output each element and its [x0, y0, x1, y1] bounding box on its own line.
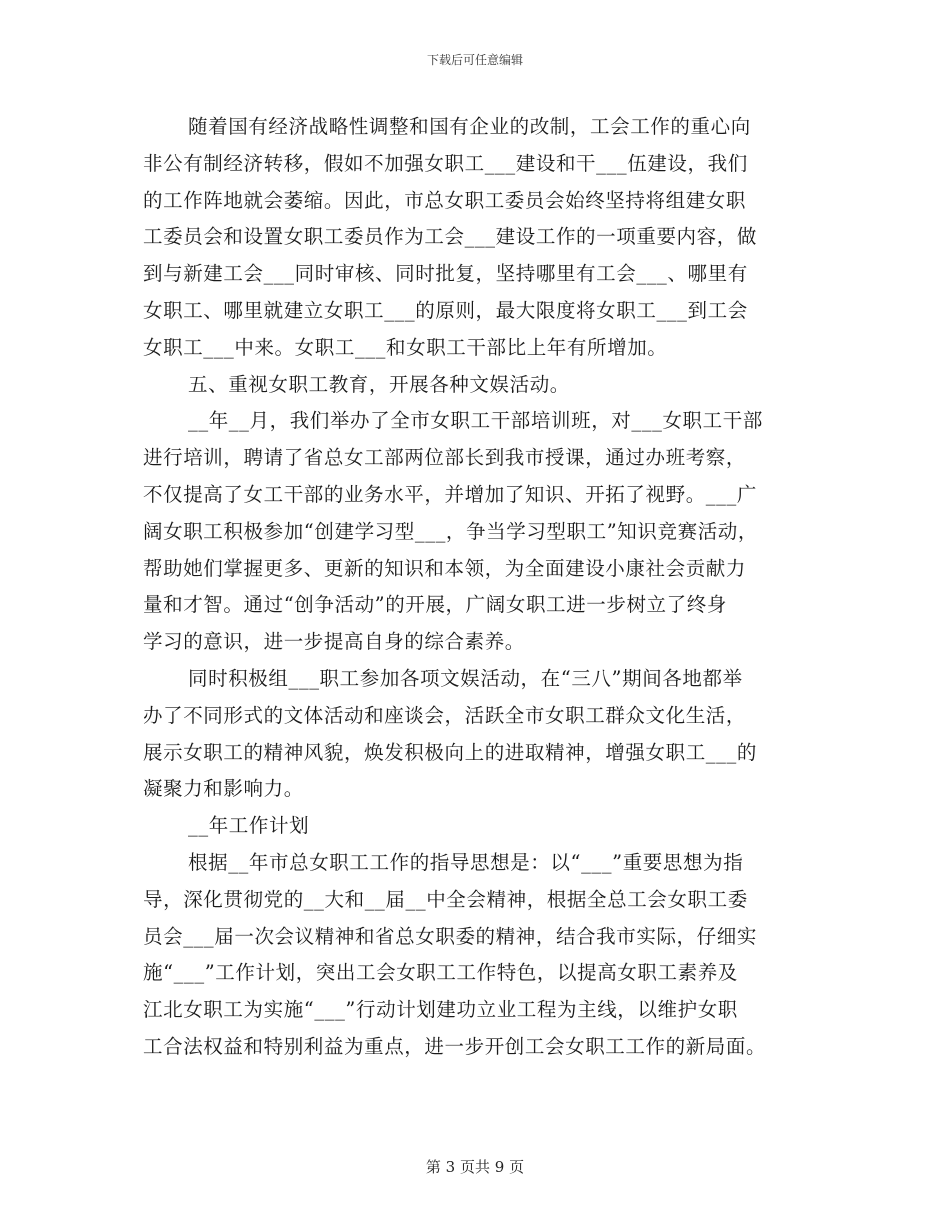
text-line: 工合法权益和特别利益为重点，进一步开创工会女职工工作的新局面。: [143, 1034, 767, 1058]
page-header: 下载后可任意编辑: [426, 53, 523, 67]
text-line: 的工作阵地就会萎缩。因此，市总女职工委员会始终坚持将组建女职: [143, 188, 747, 212]
text-line: 不仅提高了女工干部的业务水平，并增加了知识、开拓了视野。___广: [143, 482, 757, 506]
section-heading: __年工作计划: [188, 814, 310, 838]
text-line: 量和才智。通过“创争活动”的开展，广阔女职工进一步树立了终身: [143, 593, 727, 617]
text-line: 根据__年市总女职工工作的指导思想是：以“___”重要思想为指: [188, 850, 744, 874]
document-body: [143, 109, 823, 1066]
text-line: 随着国有经济战略性调整和国有企业的改制，工会工作的重心向: [188, 115, 751, 138]
text-line: 非公有制经济转移，假如不加强女职工___建设和干___伍建设，我们: [143, 151, 748, 175]
page-footer: 第 3 页共 9 页: [425, 1158, 525, 1176]
text-line: 学习的意识，进一步提高自身的综合素养。: [143, 630, 525, 654]
text-line: 办了不同形式的文体活动和座谈会，活跃全市女职工群众文化生活，: [143, 703, 747, 727]
section-heading: 五、重视女职工教育，开展各种文娱活动。: [188, 372, 570, 396]
text-line: 展示女职工的精神风貌，焕发积极向上的进取精神，增强女职工___的: [143, 740, 757, 764]
text-line: 导，深化贯彻党的__大和__届__中全会精神，根据全总工会女职工委: [143, 887, 748, 911]
text-line: __年__月，我们举办了全市女职工干部培训班，对___女职工干部: [188, 409, 763, 433]
text-line: 阔女职工积极参加“创建学习型___，争当学习型职工”知识竞赛活动，: [143, 519, 758, 543]
text-line: 江北女职工为实施“___”行动计划建功立业工程为主线，以维护女职: [143, 998, 738, 1022]
text-line: 施“___”工作计划，突出工会女职工工作特色，以提高女职工素养及: [143, 961, 738, 985]
text-line: 到与新建工会___同时审核、同时批复，坚持哪里有工会___、哪里有: [143, 262, 748, 286]
text-line: 进行培训，聘请了省总女工部两位部长到我市授课，通过办班考察，: [143, 446, 747, 470]
text-line: 同时积极组___职工参加各项文娱活动，在“三八”期间各地都举: [188, 666, 743, 690]
text-line: 凝聚力和影响力。: [143, 777, 304, 801]
text-line: 女职工___中来。女职工___和女职工干部比上年有所增加。: [143, 335, 668, 359]
text-line: 女职工、哪里就建立女职工___的原则，最大限度将女职工___到工会: [143, 298, 748, 322]
text-line: 工委员会和设置女职工委员作为工会___建设工作的一项重要内容，做: [143, 225, 757, 249]
text-line: 员会___届一次会议精神和省总女职委的精神，结合我市实际，仔细实: [143, 924, 757, 948]
text-line: 帮助她们掌握更多、更新的知识和本领，为全面建设小康社会贡献力: [143, 556, 747, 580]
